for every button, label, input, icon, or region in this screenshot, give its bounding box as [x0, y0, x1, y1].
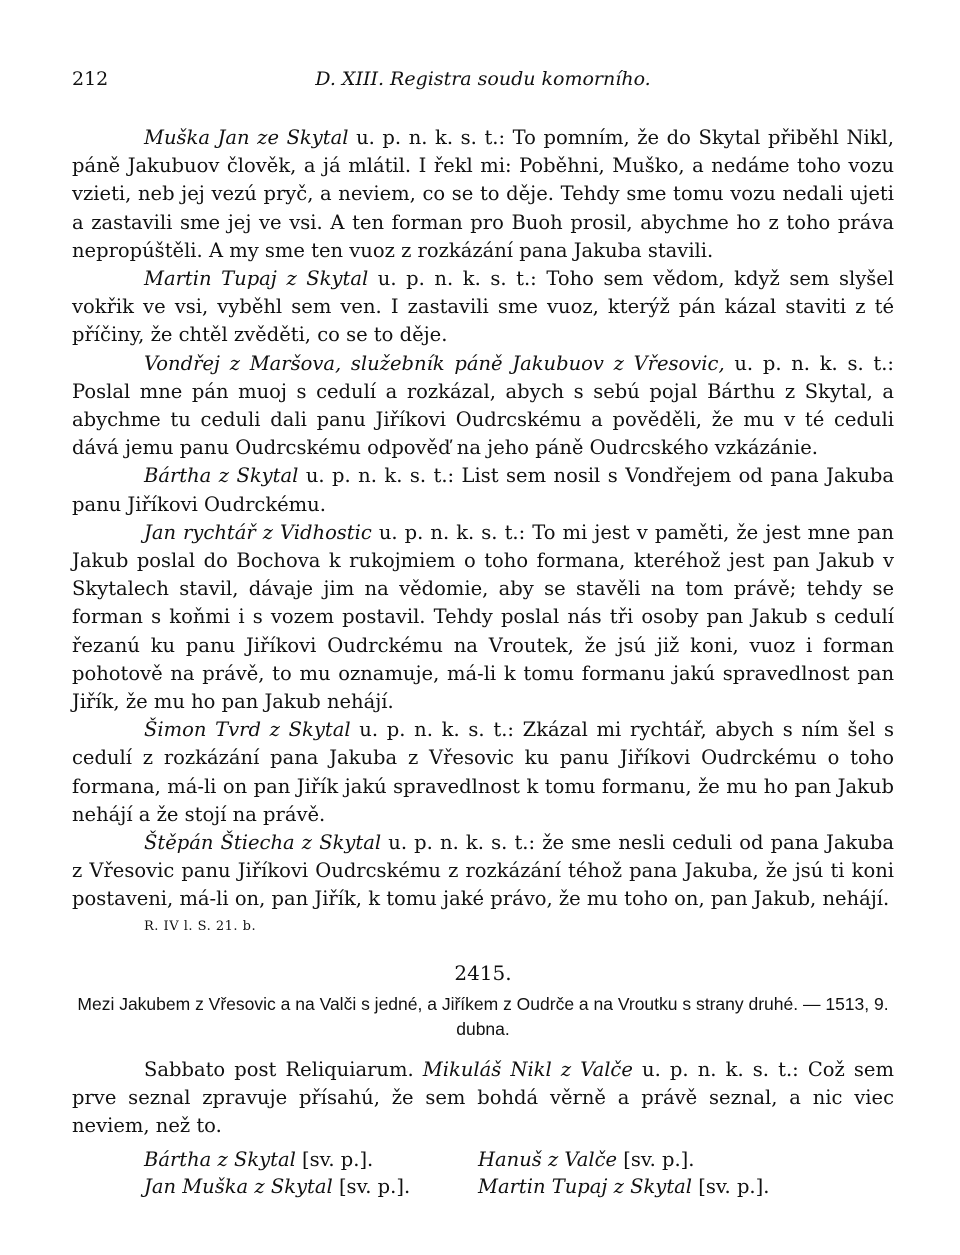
testimony: u. p. n. k. s. t.: Poslal mne pán muoj s cedulí a rozkázal, abych s sebú pojal Bárthu z Skytal, a abychme tu ceduli dali panu Jiříkovi Oudrcskému a pověděli, že mu v té ceduli dává jemu panu Oudrcskému odpověď na jeho páně Oudrcského vzkázánie.	[72, 351, 894, 460]
seal-mark: [sv. p.].	[332, 1175, 411, 1199]
testimony-text	[72, 124, 894, 940]
date-line: Sabbato post Reliquiarum.	[144, 1057, 414, 1081]
testimony-paragraph	[72, 462, 894, 518]
testimony: u. p. n. k. s. t.: Což sem prve seznal zpravuje přísahú, že sem bohdá věrně a právě seznal, a nic viec neviem, než to.	[72, 1057, 894, 1138]
testimony: u. p. n. k. s. t.: To pomním, že do Skytal přiběhl Nikl, páně Jakubuov člověk, a já mlátil. I řekl mi: Poběhni, Muško, a nedáme toho vozu vzieti, neb jej vezú pryč, a neviem, co se to děje. Tehdy sme tomu vozu nedali ujeti a zastavili sme jej ve vsi. A ten forman pro Buoh prosil, abychme ho z toho práva nepropúštěli. A my sme ten vuoz z rozkázání pana Jakuba stavili.	[72, 126, 894, 262]
witness-name: Martin Tupaj z Skytal	[144, 267, 369, 291]
signatory-name: Hanuš z Valče	[478, 1148, 618, 1172]
signature-entry	[144, 1173, 478, 1200]
page-number: 212	[72, 68, 109, 90]
seal-mark: [sv. p.].	[295, 1148, 374, 1172]
entry-text	[72, 1056, 894, 1141]
testimony-paragraph	[72, 519, 894, 716]
witness-name: Štěpán Štiecha z Skytal	[144, 831, 382, 855]
testimony-paragraph	[72, 716, 894, 829]
witness-name: Muška Jan ze Skytal	[144, 126, 349, 149]
testimony: u. p. n. k. s. t.: To mi jest v paměti, že jest mne pan Jakub poslal do Bochova k rukojmiem o toho formana, kteréhož jest pan Jakub v Skytalech stavil, dávaje jim na vědomie, aby se stavěli na tom právě; tehdy se forman s koňmi i s vozem postavil. Tehdy poslal nás tři osoby pan Jakub s cedulí řezanú ku panu Jiříkovi Oudrckému na Vroutek, že jsú již koni, vuoz i forman pohotově na právě, to mu oznamuje, má-li k tomu formanu jakú spravedlnost pan Jiřík, že mu ho pan Jakub nehájí.	[72, 520, 894, 714]
witness-name: Bártha z Skytal	[144, 464, 299, 488]
testimony-paragraph	[72, 124, 894, 265]
source-note: R. IV l. S. 21. b.	[144, 918, 257, 934]
entry-regest: Mezi Jakubem z Vřesovic a na Valči s jedné, a Jiříkem z Oudrče a na Vroutku s strany druhé. — 1513, 9. dubna.	[77, 993, 889, 1039]
witness-name: Jan rychtář z Vidhostic	[144, 520, 372, 544]
witness-name: Mikuláš Nikl z Valče	[422, 1057, 633, 1081]
document-page	[72, 68, 894, 1200]
entry-paragraph	[72, 1056, 894, 1141]
signature-entry	[478, 1173, 818, 1200]
entry-number: 2415.	[454, 960, 512, 985]
testimony-paragraph	[72, 829, 894, 914]
testimony-paragraph	[72, 265, 894, 350]
running-title: D. XIII. Registra soudu komorního.	[315, 68, 651, 90]
signatory-name: Jan Muška z Skytal	[144, 1175, 333, 1199]
testimony: u. p. n. k. s. t.: List sem nosil s Vondřejem od pana Jakuba panu Jiříkovi Oudrckému.	[72, 464, 895, 516]
signature-entry	[478, 1146, 818, 1173]
witness-name: Šimon Tvrd z Skytal	[144, 718, 351, 742]
signatory-name: Bártha z Skytal	[144, 1148, 296, 1172]
seal-mark: [sv. p.].	[692, 1175, 770, 1199]
running-header	[72, 68, 894, 102]
signatory-name: Martin Tupaj z Skytal	[478, 1175, 693, 1199]
testimony: u. p. n. k. s. t.: Toho sem vědom, když sem slyšel vokřik ve vsi, vyběhl sem ven. I zastavili sme vuoz, kterýž pán kázal staviti z té příčiny, že chtěl zvěděti, co se to děje.	[72, 267, 894, 347]
witness-name: Vondřej z Maršova, služebník páně Jakubuov z Vřesovic,	[144, 351, 725, 375]
seal-mark: [sv. p.].	[617, 1148, 695, 1172]
testimony-paragraph	[72, 350, 894, 463]
signature-entry	[144, 1146, 478, 1173]
testimony: u. p. n. k. s. t.: Zkázal mi rychtář, abych s ním šel s cedulí z rozkázání pana Jakuba z Vřesovic ku panu Jiříkovi Oudrckému o toho formana, má-li on pan Jiřík jakú spravedlnost k tomu formanu, že mu ho pan Jakub nehájí a že stojí na právě.	[72, 718, 894, 826]
testimony: u. p. n. k. s. t.: že sme nesli ceduli od pana Jakuba z Vřesovic panu Jiříkovi Oudrcskému z rozkázání téhož pana Jakuba, že jsú ti koni postaveni, má-li on, pan Jiřík, k tomu jaké právo, že mu toho on, pan Jakub, nehájí.	[72, 831, 894, 911]
signatures	[144, 1146, 894, 1200]
